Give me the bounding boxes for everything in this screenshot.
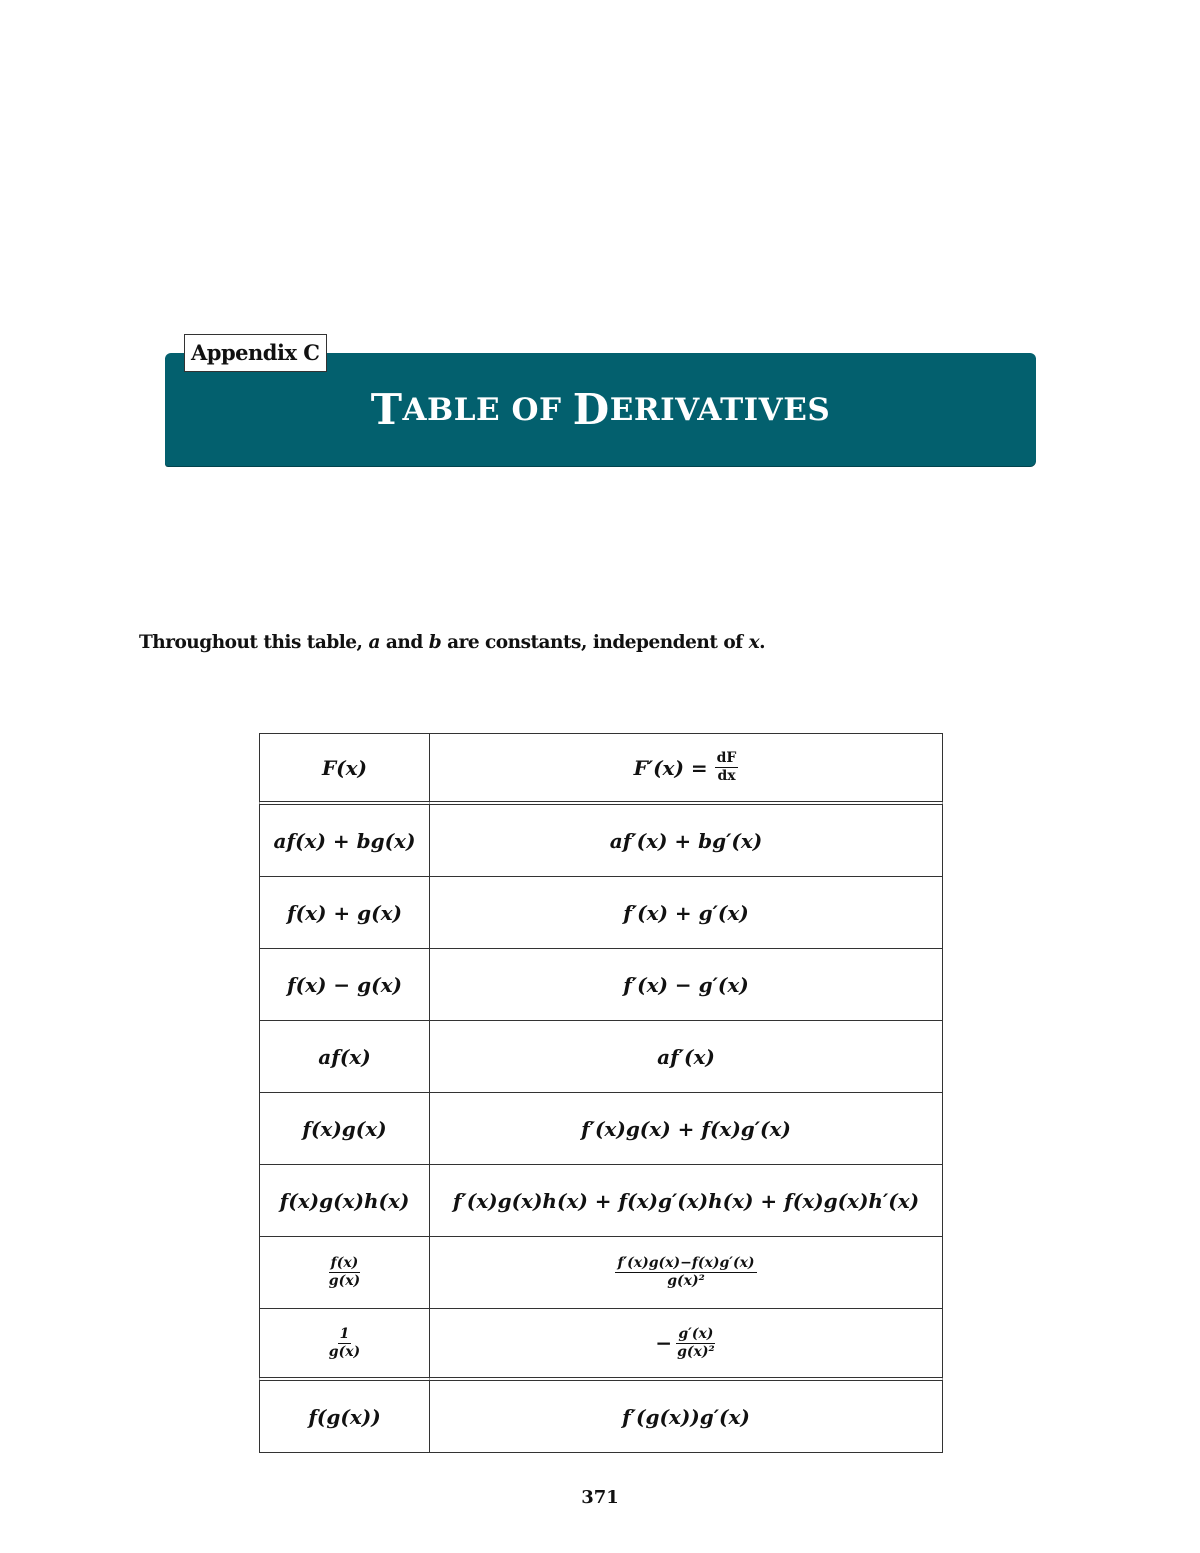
function-cell [259, 1237, 429, 1309]
table-row [259, 1165, 943, 1237]
derivative-fraction: $\frac{f'(x)g(x)-f(x)g'(x)}{\text{g(x)²}}$ [617, 1255, 755, 1289]
derivative-cell: f′(x) − g′(x) [429, 949, 943, 1021]
title-rest-2: ERIVATIVES [609, 391, 831, 428]
derivative-cell: f′(x)g(x)h(x) + f(x)g′(x)h(x) + f(x)g(x)h′(x) [429, 1165, 943, 1237]
table-row [259, 1021, 943, 1093]
derivative-cell: f′(x)g(x) + f(x)g′(x) [429, 1093, 943, 1165]
intro-sentence: Throughout this table, a and b are constants, independent of x. [139, 632, 766, 653]
table-row [259, 1309, 943, 1381]
function-cell: f(x)g(x)h(x) [259, 1165, 429, 1237]
derivative-cell: f′(g(x))g′(x) [429, 1381, 943, 1453]
derivatives-table [259, 733, 943, 1453]
table-row [259, 877, 943, 949]
derivative-cell: f′(x) + g′(x) [429, 877, 943, 949]
function-fraction: $\frac{1}{g(x)}$ [328, 1325, 361, 1360]
title-rest-1: ABLE OF [402, 391, 573, 428]
table-row [259, 1093, 943, 1165]
title-initial-t: T [370, 385, 403, 434]
function-cell: af(x) + bg(x) [259, 805, 429, 877]
header-derivative: F′(x) = $\frac{dF}{dx}$ [429, 733, 943, 805]
function-cell: f(x)g(x) [259, 1093, 429, 1165]
header-function: F(x) [259, 733, 429, 805]
table-header-row [259, 733, 943, 805]
function-cell: f(x) − g(x) [259, 949, 429, 1021]
function-cell: af(x) [259, 1021, 429, 1093]
appendix-label: Appendix C [184, 334, 327, 372]
derivative-cell [429, 1237, 943, 1309]
function-cell: f(x) + g(x) [259, 877, 429, 949]
title-initial-d: D [572, 385, 610, 434]
var-x: x [748, 632, 760, 653]
function-cell [259, 1309, 429, 1381]
table-row [259, 1381, 943, 1453]
derivative-cell: af′(x) [429, 1021, 943, 1093]
var-a: a [368, 632, 380, 653]
table-row [259, 1237, 943, 1309]
minus-sign: − [655, 1331, 673, 1355]
function-cell: f(g(x)) [259, 1381, 429, 1453]
derivative-cell [429, 1309, 943, 1381]
var-b: b [428, 632, 442, 653]
derivative-cell: af′(x) + bg′(x) [429, 805, 943, 877]
derivative-fraction: $\frac{g'(x)}{\text{g(x)²}}$ [677, 1325, 715, 1360]
function-fraction: $\frac{f(x)}{g(x)}$ [328, 1255, 361, 1289]
table-row [259, 949, 943, 1021]
table-row [259, 805, 943, 877]
header-fraction: $\frac{dF}{dx}$ [716, 750, 737, 784]
page-number: 371 [581, 1487, 619, 1508]
